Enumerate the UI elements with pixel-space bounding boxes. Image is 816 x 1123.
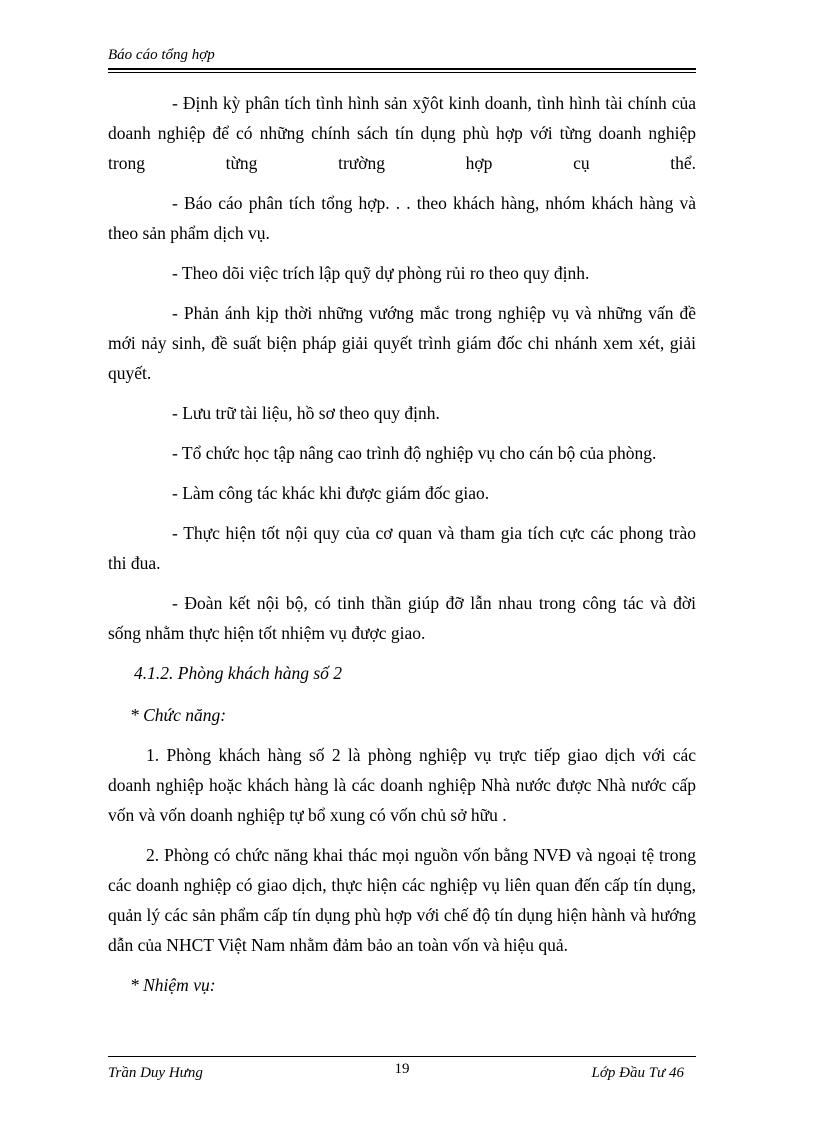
paragraph-summary-report: - Báo cáo phân tích tổng hợp. . . theo khách hàng, nhóm khách hàng và theo sản phẩm dịch vụ. (108, 193, 696, 243)
paragraph-periodic-analysis: - Định kỳ phân tích tình hình sản xỹôt kinh doanh, tình hình tài chính của doanh nghiệp để có những chính sách tín dụng phù hợp với từng doanh nghiệp trong từng trường hợp cụ thể. (108, 93, 696, 173)
section-heading: 4.1.2. Phòng khách hàng số 2 (134, 663, 343, 683)
paragraph-regulations: - Thực hiện tốt nội quy của cơ quan và tham gia tích cực các phong trào thi đua. (108, 523, 696, 573)
paragraph-solidarity: - Đoàn kết nội bộ, có tinh thần giúp đỡ lẫn nhau trong công tác và đời sống nhằm thực hiện tốt nhiệm vụ được giao. (108, 593, 696, 643)
footer-author: Trần Duy Hưng (108, 1065, 203, 1081)
footer-rule (108, 1056, 696, 1057)
header-rule-thin (108, 72, 696, 73)
header-rule-thick (108, 68, 696, 70)
footer-row (108, 1061, 696, 1083)
paragraph-risk-provision: - Theo dõi việc trích lập quỹ dự phòng rủi ro theo quy định. (172, 263, 590, 283)
header-title: Báo cáo tổng hợp (108, 47, 215, 63)
page-number: 19 (394, 1061, 410, 1077)
duty-label: * Nhiệm vụ: (130, 975, 216, 995)
paragraph-archive: - Lưu trữ tài liệu, hồ sơ theo quy định. (172, 403, 440, 423)
paragraph-reflect-issues: - Phản ánh kịp thời những vướng mắc trong nghiệp vụ và những vấn đề mới nảy sinh, đề suất biện pháp giải quyết trình giám đốc chi nhánh xem xét, giải quyết. (108, 303, 696, 383)
page-header (108, 46, 696, 73)
paragraph-other-tasks: - Làm công tác khác khi được giám đốc giao. (172, 483, 490, 503)
function-label: * Chức năng: (130, 705, 227, 725)
footer-class: Lớp Đầu Tư 46 (591, 1065, 684, 1081)
document-body (108, 88, 696, 1010)
paragraph-training: - Tổ chức học tập nâng cao trình độ nghiệp vụ cho cán bộ của phòng. (172, 443, 657, 463)
function-item-1: 1. Phòng khách hàng số 2 là phòng nghiệp vụ trực tiếp giao dịch với các doanh nghiệp hoặc khách hàng là các doanh nghiệp Nhà nước được Nhà nước cấp vốn và vốn doanh nghiệp tự bổ xung có vốn chủ sở hữu . (108, 745, 696, 825)
function-item-2: 2. Phòng có chức năng khai thác mọi nguồn vốn bằng NVĐ và ngoại tệ trong các doanh nghiệp có giao dịch, thực hiện các nghiệp vụ liên quan đến cấp tín dụng, quản lý các sản phẩm cấp tín dụng phù hợp với chế độ tín dụng hiện hành và hướng dẫn của NHCT Việt Nam nhằm đảm bảo an toàn vốn và hiệu quả. (108, 845, 696, 955)
page-footer (108, 1056, 696, 1083)
